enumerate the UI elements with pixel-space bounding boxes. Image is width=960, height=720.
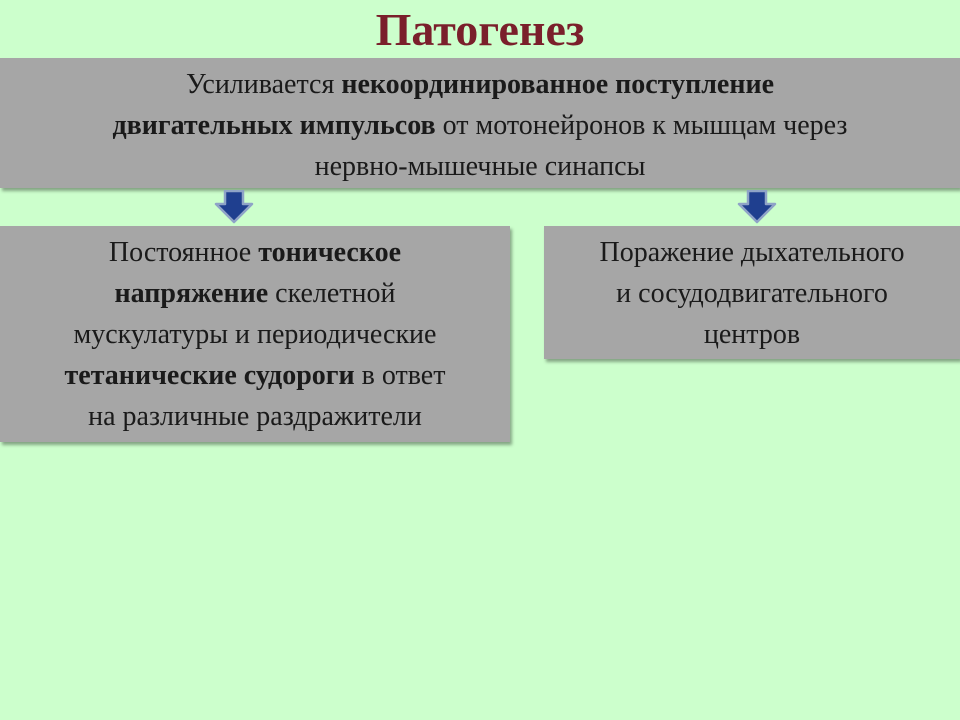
right-box-line-2: и сосудодвигательного	[616, 278, 888, 309]
left-box-line-4-normal: в ответ	[354, 360, 446, 391]
left-box-line-2	[0, 273, 510, 314]
top-box-line-2-normal: от мотонейронов к мышцам через	[435, 110, 848, 141]
left-box-tonic-tension	[0, 226, 510, 442]
left-box-line-4-bold: тетанические судороги	[64, 360, 355, 391]
down-arrow-icon	[737, 190, 777, 224]
right-box-center-damage	[544, 226, 960, 359]
left-box-line-2-normal: скелетной	[268, 278, 396, 309]
right-box-line-1: Поражение дыхательного	[599, 237, 905, 268]
slide-title: Патогенез	[375, 4, 585, 55]
left-box-line-1-bold: тоническое	[258, 237, 402, 268]
top-box-line-2-bold: двигательных импульсов	[112, 110, 436, 141]
top-box-line-3: нервно-мышечные синапсы	[314, 151, 646, 182]
left-box-line-5: на различные раздражители	[88, 401, 422, 432]
left-box-line-3: мускулатуры и периодические	[73, 319, 437, 350]
top-box-line-1	[0, 64, 960, 105]
left-box-line-1-normal: Постоянное	[108, 237, 259, 268]
top-box-line-1-normal: Усиливается	[185, 69, 342, 100]
top-box-line-2	[0, 105, 960, 146]
left-box-line-2-bold: напряжение	[114, 278, 269, 309]
top-box-line-1-bold: некоординированное поступление	[341, 69, 775, 100]
left-box-line-1	[0, 232, 510, 273]
right-box-line-3: центров	[703, 319, 801, 350]
down-arrow-icon	[214, 190, 254, 224]
top-box-pathogenesis-cause	[0, 58, 960, 188]
left-box-line-4	[0, 355, 510, 396]
